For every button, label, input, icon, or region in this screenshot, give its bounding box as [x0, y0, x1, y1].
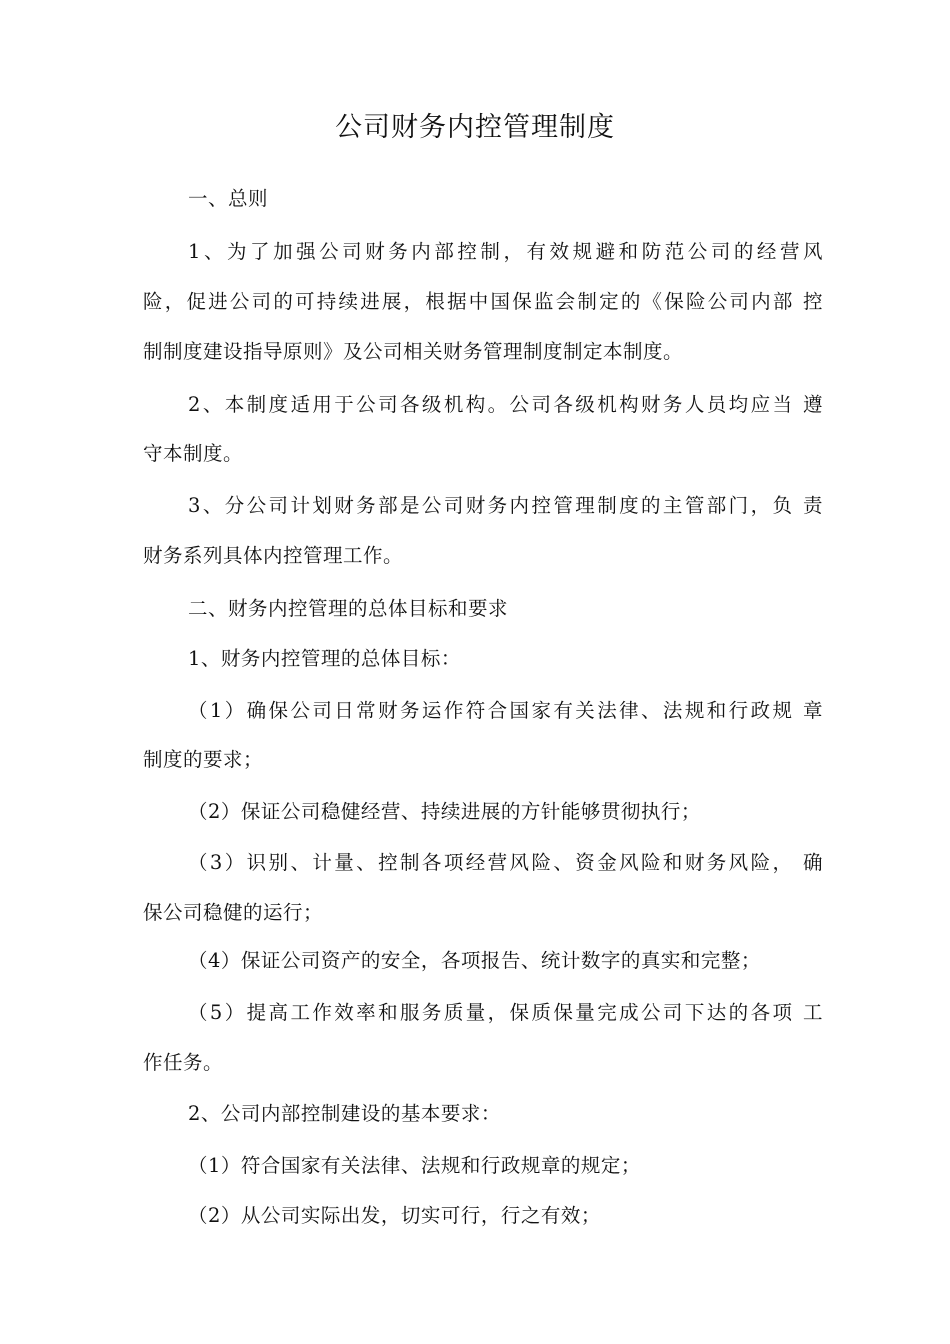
- list-item-line: （5）提高工作效率和服务质量，保质保量完成公司下达的各项 工: [188, 1001, 823, 1024]
- paragraph-line: 守本制度。: [143, 442, 244, 465]
- list-item-line: 制度的要求；: [143, 748, 264, 771]
- list-item-line: 保公司稳健的运行；: [143, 901, 324, 924]
- paragraph-line: 财务系列具体内控管理工作。: [143, 544, 404, 567]
- list-item-line: （1）符合国家有关法律、法规和行政规章的规定；: [188, 1154, 641, 1177]
- list-item-line: （1）确保公司日常财务运作符合国家有关法律、法规和行政规 章: [188, 699, 823, 722]
- heading-general-provisions: 一、总则: [188, 187, 269, 210]
- paragraph-line: 1、为了加强公司财务内部控制，有效规避和防范公司的经营风: [188, 240, 823, 263]
- list-item-line: （2）从公司实际出发，切实可行，行之有效；: [188, 1204, 601, 1227]
- paragraph-line: 险，促进公司的可持续进展，根据中国保监会制定的《保险公司内部 控: [143, 290, 823, 313]
- paragraph-line: 3、分公司计划财务部是公司财务内控管理制度的主管部门，负 责: [188, 494, 823, 517]
- paragraph-line: 2、本制度适用于公司各级机构。公司各级机构财务人员均应当 遵: [188, 393, 823, 416]
- subheading-basic-requirements: 2、公司内部控制建设的基本要求：: [188, 1102, 501, 1125]
- heading-section-two: 二、财务内控管理的总体目标和要求: [188, 597, 509, 620]
- list-item-line: （4）保证公司资产的安全，各项报告、统计数字的真实和完整；: [188, 949, 761, 972]
- list-item-line: （3）识别、计量、控制各项经营风险、资金风险和财务风险， 确: [188, 851, 823, 874]
- subheading-overall-goals: 1、财务内控管理的总体目标：: [188, 647, 461, 670]
- list-item-line: 作任务。: [143, 1051, 224, 1074]
- paragraph-line: 制制度建设指导原则》及公司相关财务管理制度制定本制度。: [143, 340, 684, 363]
- document-title: 公司财务内控管理制度: [335, 112, 615, 143]
- list-item-line: （2）保证公司稳健经营、持续进展的方针能够贯彻执行；: [188, 800, 701, 823]
